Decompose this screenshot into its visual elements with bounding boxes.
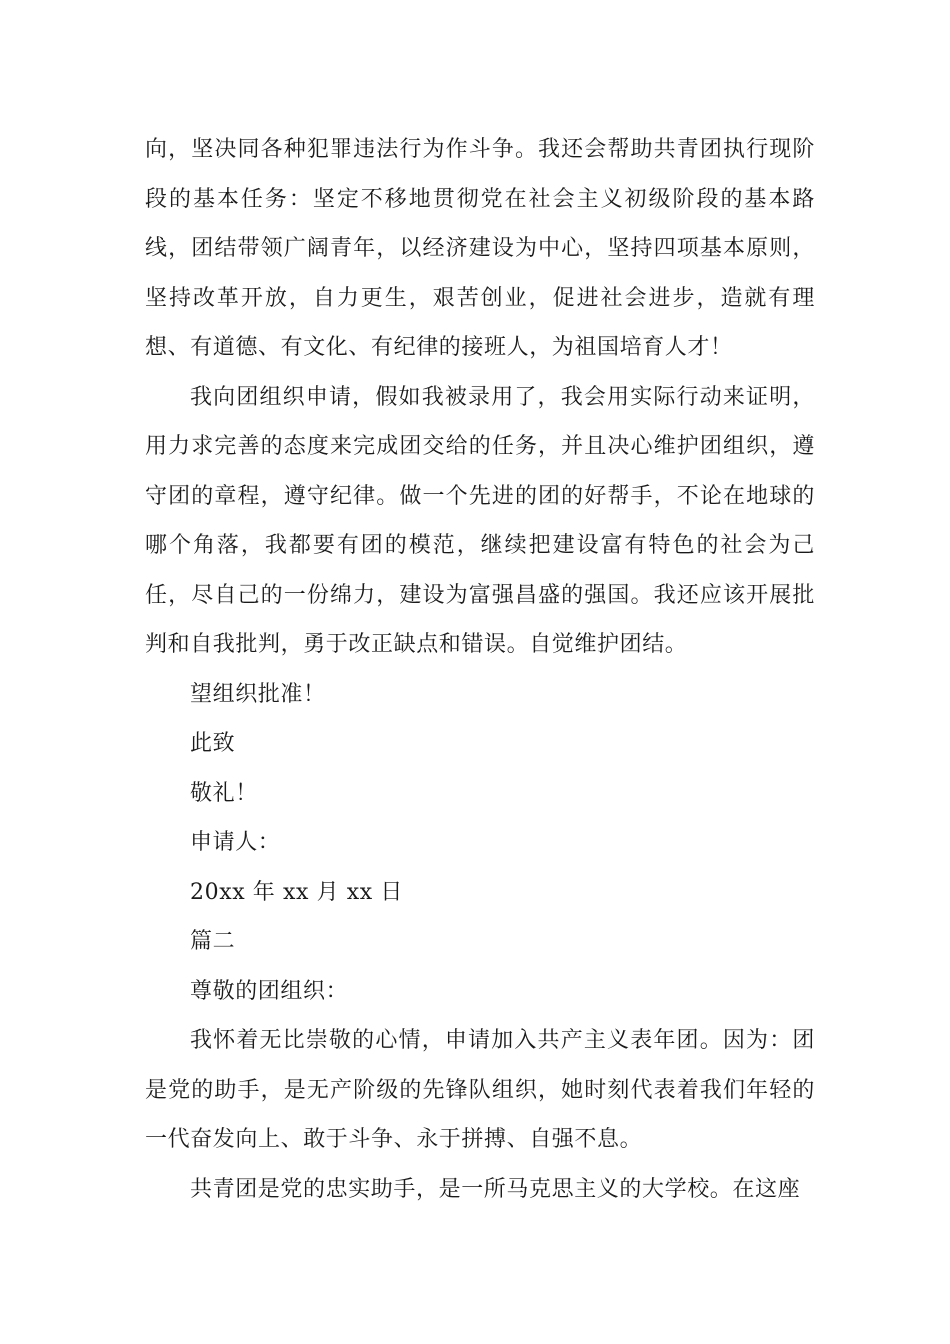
- document-body: [145, 125, 815, 1214]
- applicant-line: 申请人：: [190, 830, 281, 855]
- paragraph-intro: 我怀着无比崇敬的心情，申请加入共产主义表年团。因为：团是党的助手，是无产阶级的先锋队组织，她时刻代表着我们年轻的一代奋发向上、敢于斗争、永于拼搏、自强不息。: [145, 1028, 815, 1152]
- salutation-line: 此致: [190, 731, 236, 756]
- date-line: 20xx 年 xx 月 xx 日: [190, 879, 404, 905]
- request-approval-line: 望组织批准！: [190, 681, 326, 707]
- paragraph-continuation: 向，坚决同各种犯罪违法行为作斗争。我还会帮助共青团执行现阶段的基本任务：坚定不移地贯彻党在社会主义初级阶段的基本路线，团结带领广阔青年，以经济建设为中心，坚持四项基本原则，坚持改革开放，自力更生，艰苦创业，促进社会进步，造就有理想、有道德、有文化、有纪律的接班人，为祖国培育人才！: [145, 137, 815, 360]
- section-heading: 篇二: [190, 929, 236, 954]
- regards-line: 敬礼！: [190, 780, 258, 806]
- paragraph-application: 我向团组织申请，假如我被录用了，我会用实际行动来证明，用力求完善的态度来完成团交给的任务，并且决心维护团组织，遵守团的章程，遵守纪律。做一个先进的团的好帮手，不论在地球的哪个角落，我都要有团的模范，继续把建设富有特色的社会为己任，尽自己的一份绵力，建设为富强昌盛的强国。我还应该开展批判和自我批判，勇于改正缺点和错误。自觉维护团结。: [145, 384, 815, 657]
- greeting-line: 尊敬的团组织：: [190, 978, 349, 1004]
- paragraph-league-description: 共青团是党的忠实助手，是一所马克思主义的大学校。在这座: [190, 1176, 801, 1202]
